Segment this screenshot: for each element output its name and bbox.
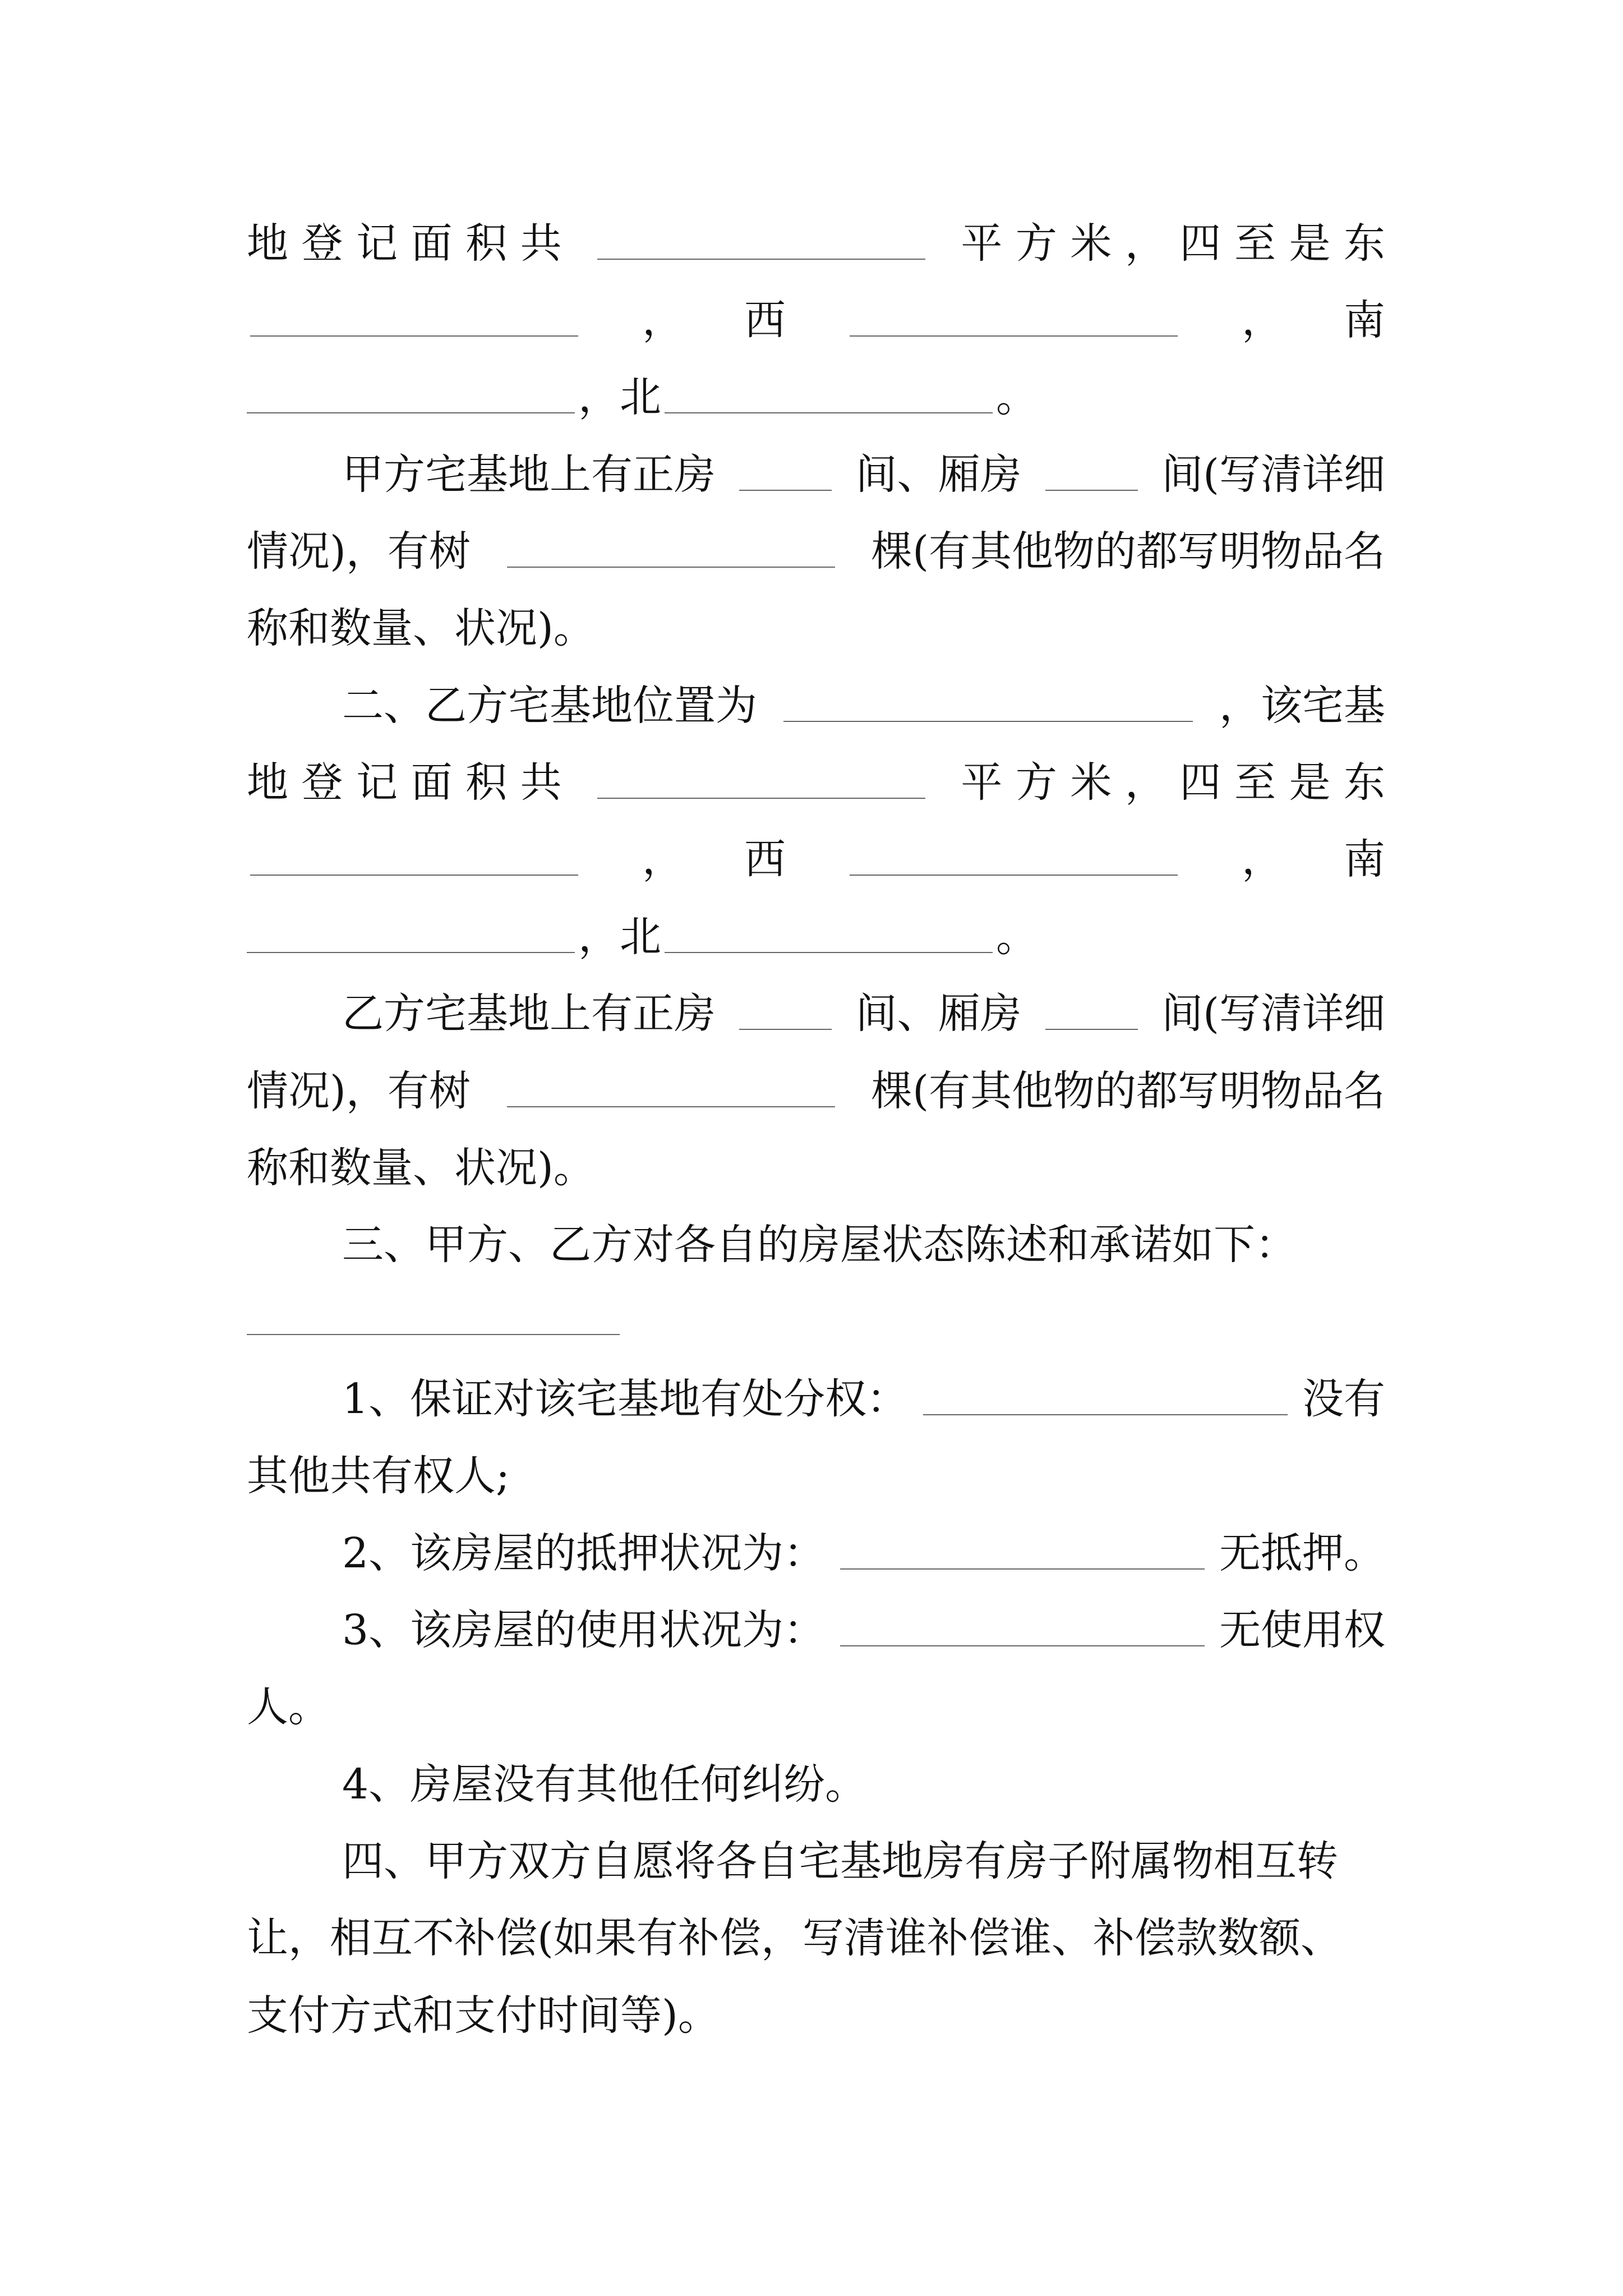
- fill-blank[interactable]: [247, 381, 575, 413]
- text-segment: ，北: [578, 373, 661, 421]
- text-segment: 称和数量、状况)。: [247, 604, 595, 652]
- fill-blank[interactable]: [507, 535, 835, 568]
- text-segment: 无抵押。: [1219, 1529, 1385, 1577]
- text-segment: 其他共有权人;: [247, 1452, 510, 1500]
- text-line: [247, 1052, 1385, 1130]
- text-segment: 地 登 记 面 积 共: [247, 758, 562, 807]
- text-segment: 间、厢房: [855, 450, 1022, 499]
- text-segment: 没有: [1302, 1375, 1385, 1423]
- text-segment: 间、厢房: [855, 990, 1022, 1038]
- text-segment: 西: [744, 835, 786, 884]
- fill-blank[interactable]: [250, 843, 578, 876]
- text-segment: ，: [1242, 835, 1283, 884]
- fill-blank[interactable]: [597, 766, 925, 799]
- text-segment: 南: [1344, 296, 1385, 344]
- text-segment: ，该宅基: [1219, 682, 1385, 730]
- text-line: [247, 358, 1385, 436]
- text-segment: 。: [996, 373, 1038, 421]
- text-segment: 三、甲方、乙方对各自的房屋状态陈述和承诺如下：: [342, 1221, 1297, 1269]
- text-segment: 平 方 米 ， 四 至 是 东: [961, 219, 1385, 268]
- text-line: [247, 1976, 1385, 2055]
- text-line: [342, 1745, 1385, 1824]
- text-segment: ，: [1242, 296, 1283, 344]
- text-line: [342, 1205, 1385, 1284]
- text-line: [247, 1668, 1385, 1746]
- fill-blank[interactable]: [783, 689, 1193, 722]
- text-segment: 西: [744, 296, 786, 344]
- text-segment: 间(写清详细: [1161, 990, 1385, 1038]
- text-line: [247, 204, 1385, 283]
- text-segment: 地 登 记 面 积 共: [247, 219, 562, 268]
- text-segment: 。: [996, 913, 1038, 961]
- fill-blank[interactable]: [665, 921, 993, 953]
- text-segment: 棵(有其他物的都写明物品名: [871, 1067, 1385, 1115]
- text-line: [247, 898, 1385, 976]
- text-line: [342, 1822, 1385, 1901]
- text-segment: 无使用权: [1219, 1606, 1385, 1654]
- text-segment: 平 方 米 ， 四 至 是 东: [961, 758, 1385, 807]
- text-line: [342, 1591, 1385, 1669]
- fill-blank[interactable]: [247, 921, 575, 953]
- text-segment: 四、甲方双方自愿将各自宅基地房有房子附属物相互转: [342, 1837, 1338, 1885]
- text-segment: 南: [1344, 835, 1385, 884]
- fill-blank[interactable]: [850, 843, 1178, 876]
- text-segment: 二、乙方宅基地位置为: [342, 682, 757, 730]
- fill-blank[interactable]: [250, 304, 578, 337]
- text-segment: ，: [642, 835, 684, 884]
- text-segment: 乙方宅基地上有正房: [342, 990, 716, 1038]
- fill-blank[interactable]: [665, 381, 993, 413]
- text-line: [247, 512, 1385, 591]
- fill-blank[interactable]: [597, 227, 925, 260]
- text-segment: 情况)，有树: [247, 527, 471, 576]
- text-segment: 间(写清详细: [1161, 450, 1385, 499]
- text-line: [247, 1437, 1385, 1515]
- fill-blank[interactable]: [840, 1614, 1205, 1646]
- text-segment: 3、该房屋的使用状况为：: [342, 1606, 826, 1654]
- text-segment: 称和数量、状况)。: [247, 1144, 595, 1192]
- text-line: [247, 1899, 1385, 1977]
- text-segment: 支付方式和支付时间等)。: [247, 1991, 720, 2040]
- fill-blank[interactable]: [247, 1334, 620, 1335]
- text-line: [247, 281, 1385, 360]
- text-line: [342, 974, 1385, 1053]
- fill-blank[interactable]: [840, 1537, 1205, 1570]
- text-segment: ，北: [578, 913, 661, 961]
- text-segment: 1、保证对该宅基地有处分权：: [342, 1375, 909, 1423]
- fill-blank[interactable]: [739, 997, 832, 1030]
- text-line: [342, 666, 1385, 745]
- text-line: [247, 1129, 1385, 1207]
- text-line: [247, 820, 1385, 899]
- text-segment: 棵(有其他物的都写明物品名: [871, 527, 1385, 576]
- text-segment: 人。: [247, 1683, 330, 1731]
- fill-blank[interactable]: [739, 458, 832, 491]
- text-segment: 2、该房屋的抵押状况为：: [342, 1529, 826, 1577]
- text-segment: 让，相互不补偿(如果有补偿，写清谁补偿谁、补偿款数额、: [247, 1914, 1342, 1962]
- text-segment: 4、房屋没有其他任何纠纷。: [342, 1760, 867, 1809]
- text-line: [247, 743, 1385, 822]
- text-line: [247, 589, 1385, 668]
- fill-blank[interactable]: [1045, 458, 1138, 491]
- fill-blank[interactable]: [507, 1075, 835, 1107]
- text-line: [342, 1514, 1385, 1593]
- fill-blank[interactable]: [1045, 997, 1138, 1030]
- text-line: [342, 435, 1385, 514]
- text-segment: ，: [642, 296, 684, 344]
- fill-blank[interactable]: [923, 1383, 1288, 1415]
- text-segment: 甲方宅基地上有正房: [342, 450, 716, 499]
- text-segment: 情况)，有树: [247, 1067, 471, 1115]
- fill-blank[interactable]: [850, 304, 1178, 337]
- text-line: [342, 1360, 1385, 1438]
